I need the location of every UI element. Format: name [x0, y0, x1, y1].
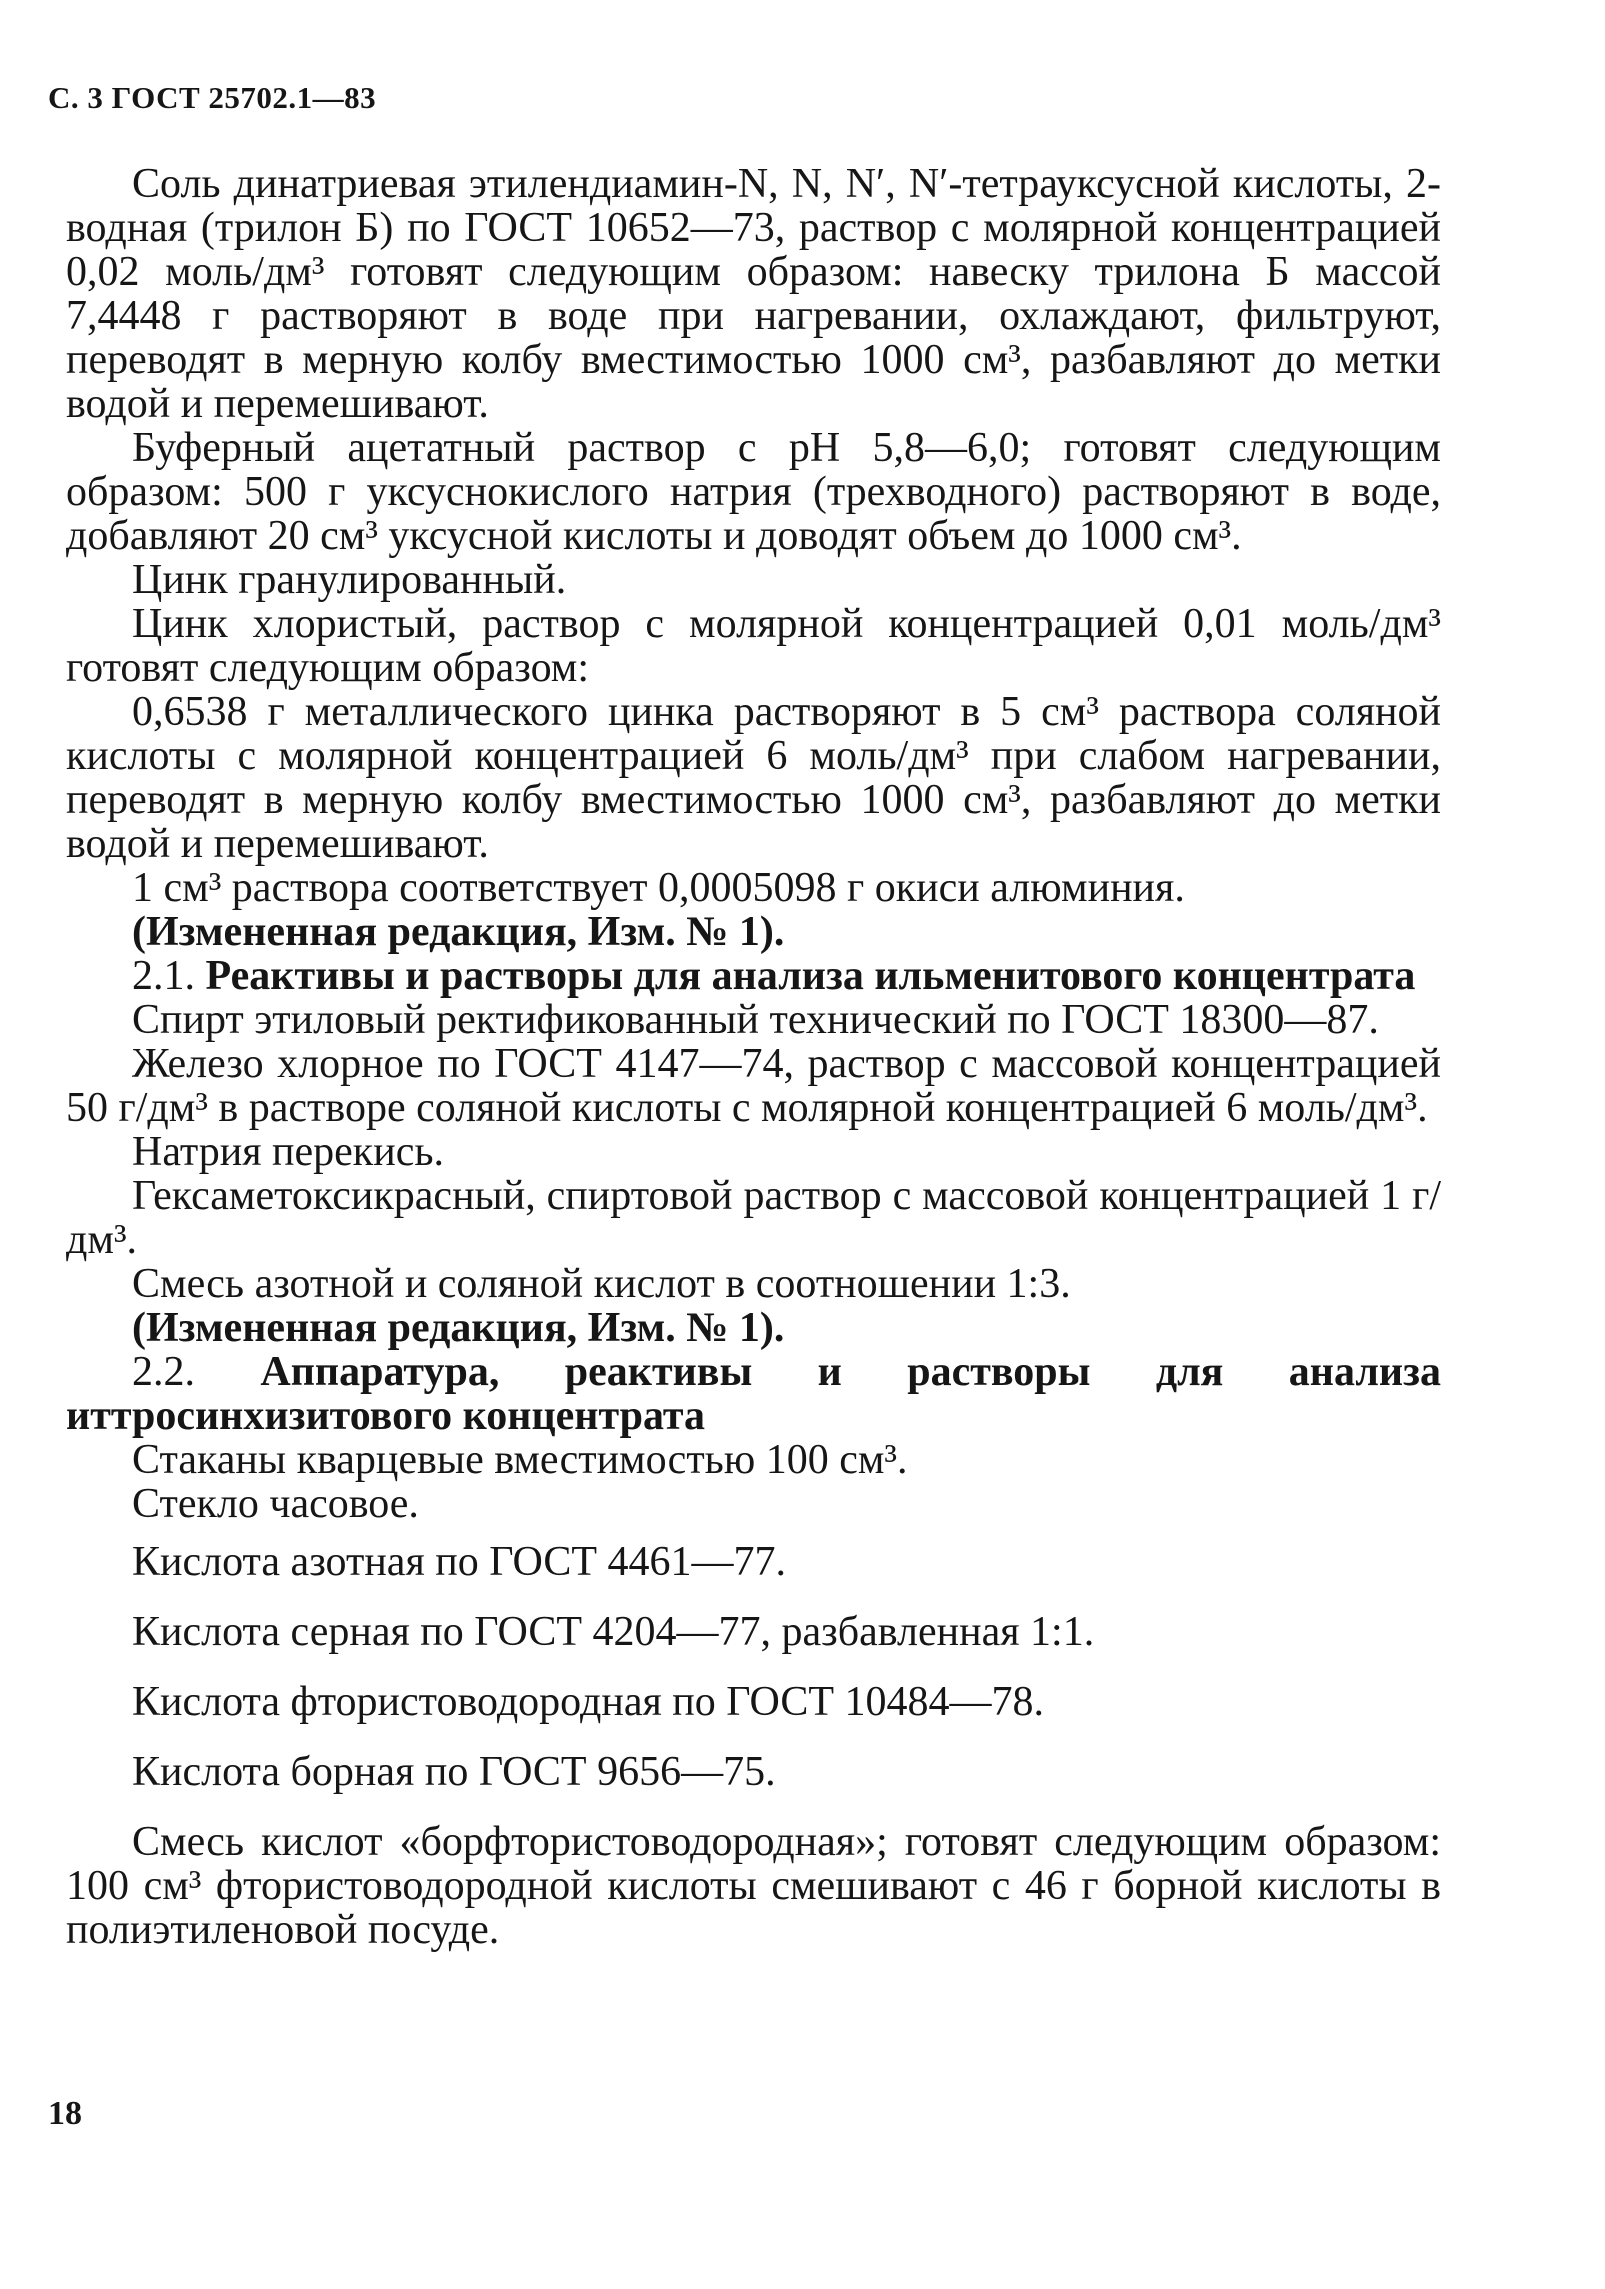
paragraph-ethyl-alcohol: Спирт этиловый ректификованный технический по ГОСТ 18300—87. — [132, 997, 1379, 1043]
paragraph-trilon-b: Соль динатриевая этилендиамин-N, N, N′, N′-тетрауксусной кислоты, 2-водная (трилон Б) по ГОСТ 10652—73, раствор с молярной концентрацией 0,02 моль/дм³ готовят следующим образом: навеску трилона Б массой 7,4448 г растворяют в воде при нагревании, охлаждают, фильтруют, переводят в мерную колбу вместимостью 1000 см³, разбавляют до метки водой и перемешивают. — [66, 161, 1441, 427]
paragraph-hydrofluoric-acid: Кислота фтористоводородная по ГОСТ 10484—78. — [132, 1679, 1045, 1725]
section-2-1-heading — [66, 954, 1441, 998]
section-number: 2.2. — [132, 1349, 195, 1395]
paragraph-buffer-solution: Буферный ацетатный раствор с pH 5,8—6,0; готовят следующим образом: 500 г уксуснокислого натрия (трехводного) растворяют в воде, добавляют 20 см³ уксусной кислоты и доводят объем до 1000 см³. — [66, 425, 1441, 559]
paragraph-sulfuric-acid: Кислота серная по ГОСТ 4204—77, разбавленная 1:1. — [132, 1609, 1095, 1655]
paragraph-sodium-peroxide: Натрия перекись. — [132, 1129, 444, 1175]
paragraph-quartz-beakers: Стаканы кварцевые вместимостью 100 см³. — [132, 1437, 908, 1483]
paragraph-watch-glass: Стекло часовое. — [132, 1481, 419, 1527]
section-number: 2.1. — [132, 953, 195, 999]
paragraph-equivalence: 1 см³ раствора соответствует 0,0005098 г окиси алюминия. — [132, 865, 1185, 911]
document-body — [66, 162, 1441, 1952]
section-2-2-heading — [66, 1350, 1441, 1438]
section-title: Реактивы и растворы для анализа ильменитового концентрата — [205, 953, 1416, 999]
amendment-note-2: (Измененная редакция, Изм. № 1). — [132, 1305, 785, 1351]
paragraph-acid-mixture: Смесь азотной и соляной кислот в соотношении 1:3. — [132, 1261, 1071, 1307]
page-number: 18 — [48, 2095, 82, 2132]
section-title: Аппаратура, реактивы и растворы для анализа иттросинхизитового концентрата — [66, 1349, 1441, 1439]
paragraph-iron-chloride: Железо хлорное по ГОСТ 4147—74, раствор с массовой концентрацией 50 г/дм³ в растворе соляной кислоты с молярной концентрацией 6 моль/дм³. — [66, 1041, 1441, 1131]
paragraph-hexamethoxy-red: Гексаметоксикрасный, спиртовой раствор с массовой концентрацией 1 г/дм³. — [66, 1173, 1441, 1263]
paragraph-zinc-procedure: 0,6538 г металлического цинка растворяют в 5 см³ раствора соляной кислоты с молярной концентрацией 6 моль/дм³ при слабом нагревании, переводят в мерную колбу вместимостью 1000 см³, разбавляют до метки водой и перемешивают. — [66, 689, 1441, 867]
paragraph-boric-acid: Кислота борная по ГОСТ 9656—75. — [132, 1749, 776, 1795]
paragraph-zinc-chloride: Цинк хлористый, раствор с молярной концентрацией 0,01 моль/дм³ готовят следующим образом: — [66, 601, 1441, 691]
paragraph-fluoroboric-mixture: Смесь кислот «борфтористоводородная»; готовят следующим образом: 100 см³ фтористоводородной кислоты смешивают с 46 г борной кислоты в полиэтиленовой посуде. — [66, 1819, 1441, 1953]
paragraph-zinc-granulated: Цинк гранулированный. — [132, 557, 567, 603]
page-header: С. 3 ГОСТ 25702.1—83 — [48, 80, 377, 115]
amendment-note-1: (Измененная редакция, Изм. № 1). — [132, 909, 785, 955]
paragraph-nitric-acid: Кислота азотная по ГОСТ 4461—77. — [132, 1539, 786, 1585]
